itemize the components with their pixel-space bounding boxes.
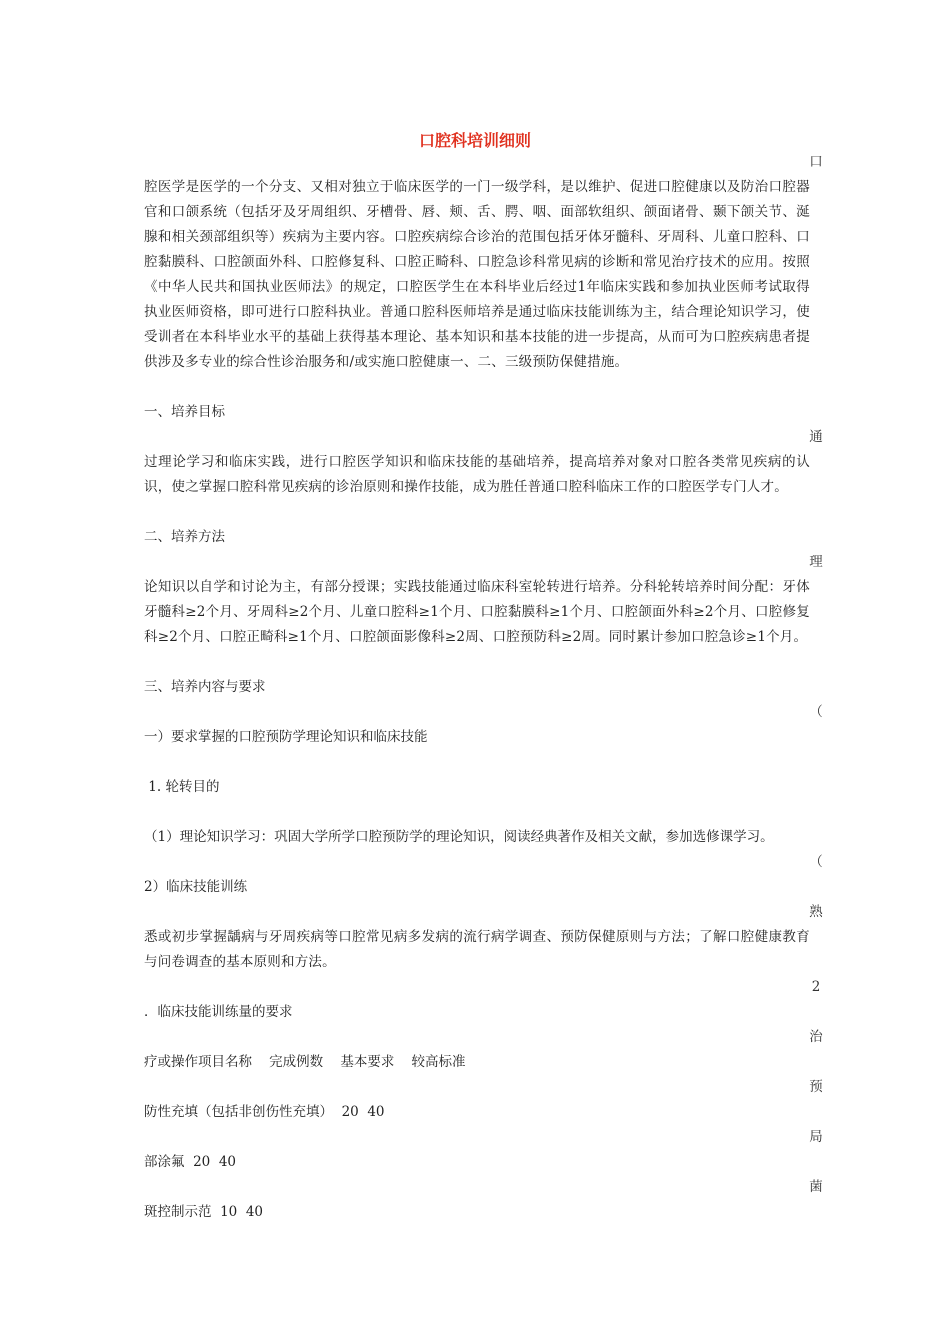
margin-char: 2 — [811, 979, 821, 995]
method-paragraph: 论知识以自学和讨论为主，有部分授课；实践技能通过临床科室轮转进行培养。分科轮转培养时间分配：牙体牙髓科≥2个月、牙周科≥2个月、儿童口腔科≥1个月、口腔黏膜科≥1个月、口腔颌面外科≥2个月、口腔修复科≥2个月、口腔正畸科≥1个月、口腔颌面影像科≥2周、口腔预防科≥2周。同时累计参加口腔急诊≥1个月。 — [144, 579, 810, 645]
section-heading-goal: 一、培养目标 — [144, 404, 225, 420]
table-row: 斑控制示范 10 40 — [144, 1204, 264, 1220]
subsection-heading: 一）要求掌握的口腔预防学理论知识和临床技能 — [144, 729, 428, 745]
margin-char: （ — [809, 854, 823, 870]
table-row: 防性充填（包括非创伤性充填） 20 40 — [144, 1104, 385, 1120]
list-item: ．临床技能训练量的要求 — [144, 1004, 293, 1020]
list-item: （1）理论知识学习：巩固大学所学口腔预防学的理论知识，阅读经典著作及相关文献，参加选修课学习。 — [144, 829, 774, 845]
document-title: 口腔科培训细则 — [418, 131, 531, 150]
table-row: 部涂氟 20 40 — [144, 1154, 237, 1170]
margin-char: 菌 — [809, 1179, 823, 1195]
margin-char: 口 — [809, 154, 823, 170]
table-header: 疗或操作项目名称 完成例数 基本要求 较高标准 — [144, 1054, 466, 1070]
margin-char: 通 — [809, 429, 823, 445]
list-item: 2）临床技能训练 — [144, 879, 248, 895]
skill-paragraph: 悉或初步掌握龋病与牙周疾病等口腔常见病多发病的流行病学调查、预防保健原则与方法；了解口腔健康教育与问卷调查的基本原则和方法。 — [144, 929, 810, 970]
goal-paragraph: 过理论学习和临床实践，进行口腔医学知识和临床技能的基础培养，提高培养对象对口腔各类常见疾病的认识，使之掌握口腔科常见疾病的诊治原则和操作技能，成为胜任普通口腔科临床工作的口腔医学专门人才。 — [144, 454, 810, 495]
margin-char: 预 — [809, 1079, 823, 1095]
section-heading-content: 三、培养内容与要求 — [144, 679, 266, 695]
margin-char: 局 — [809, 1129, 823, 1145]
section-heading-method: 二、培养方法 — [144, 529, 225, 545]
margin-char: 理 — [809, 554, 823, 570]
intro-paragraph: 腔医学是医学的一个分支、又相对独立于临床医学的一门一级学科，是以维护、促进口腔健康以及防治口腔器官和口颌系统（包括牙及牙周组织、牙槽骨、唇、颊、舌、腭、咽、面部软组织、颌面诸骨、颞下颌关节、涎腺和相关颈部组织等）疾病为主要内容。口腔疾病综合诊治的范围包括牙体牙髓科、牙周科、儿童口腔科、口腔黏膜科、口腔颌面外科、口腔修复科、口腔正畸科、口腔急诊科常见病的诊断和常见治疗技术的应用。按照《中华人民共和国执业医师法》的规定，口腔医学生在本科毕业后经过1年临床实践和参加执业医师考试取得执业医师资格，即可进行口腔科执业。普通口腔科医师培养是通过临床技能训练为主，结合理论知识学习，使受训者在本科毕业水平的基础上获得基本理论、基本知识和基本技能的进一步提高，从而可为口腔疾病患者提供涉及多专业的综合性诊治服务和/或实施口腔健康一、二、三级预防保健措施。 — [144, 179, 810, 370]
margin-char: 治 — [809, 1029, 823, 1045]
margin-char: 熟 — [809, 904, 823, 920]
margin-char: （ — [809, 704, 823, 720]
list-item: 1. 轮转目的 — [144, 779, 220, 795]
